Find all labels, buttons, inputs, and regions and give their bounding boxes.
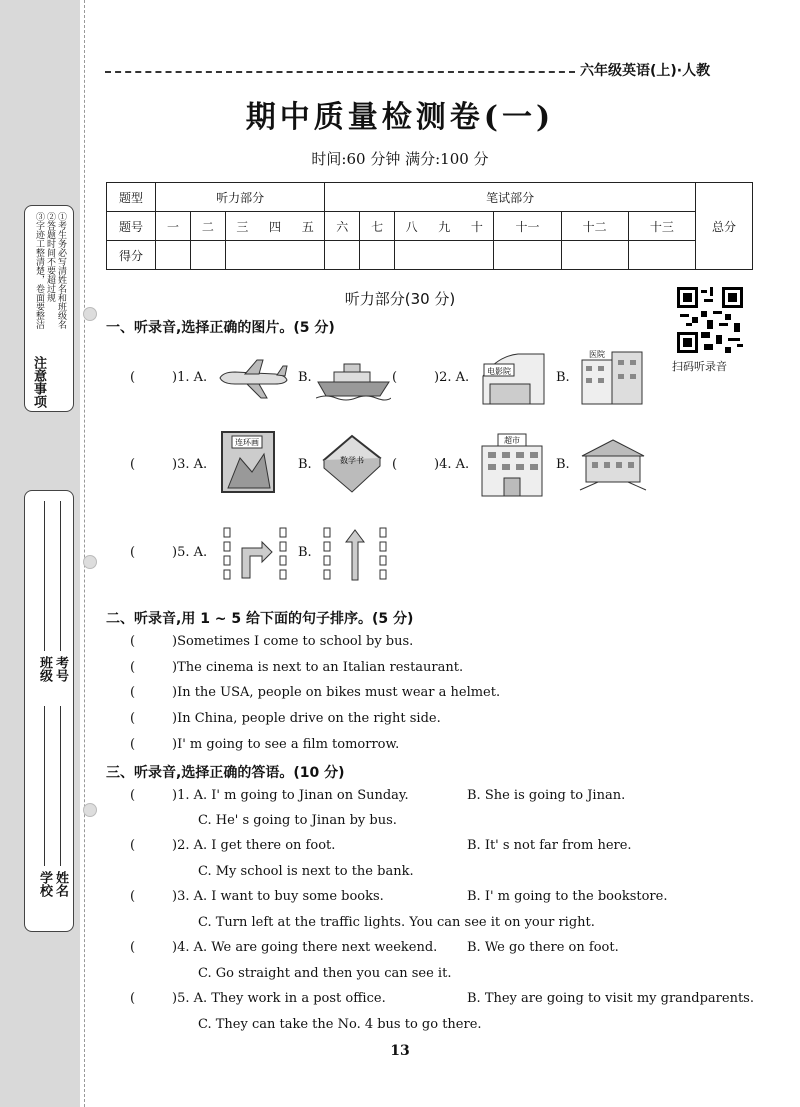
note-1: ①考生务必写清姓名和班级名 [56,212,66,329]
option-b: B. They are going to visit my grandparents. [467,991,754,1006]
q-number: 四 [259,212,291,241]
option-b: B. We go there on foot. [467,940,619,955]
sentence: )I' m going to see a film tomorrow. [172,737,400,752]
answer-paren-open[interactable]: ( [392,457,398,472]
class-field-line[interactable] [44,501,45,651]
exam-number-field-label: 考号 [53,656,68,682]
section3-heading: 三、听录音,选择正确的答语。(10 分) [106,765,345,781]
sentence: )In the USA, people on bikes must wear a helmet. [172,685,501,700]
q-number: 五 [291,212,325,241]
q-number: 七 [360,212,395,241]
turn-right-sign-icon[interactable] [222,526,290,584]
sentence: )In China, people drive on the right side. [172,711,441,726]
option-c: C. They can take the No. 4 bus to go there. [198,1017,482,1032]
binding-hole [83,803,97,817]
q-number: 一 [156,212,191,241]
q-number: 三 [225,212,259,241]
cinema-building-icon[interactable] [478,346,550,406]
score-input[interactable] [628,241,695,270]
q-number: 六 [325,212,360,241]
option-c: C. My school is next to the bank. [198,864,414,879]
ship-icon[interactable] [316,356,391,402]
score-input[interactable] [360,241,395,270]
score-table [106,182,753,270]
answer-paren-open[interactable]: ( [130,711,136,726]
math-book-icon[interactable] [318,430,384,494]
page-title: 期中质量检测卷(一) [245,100,555,135]
option-c: C. He' s going to Jinan by bus. [198,813,397,828]
name-field-line[interactable] [60,706,61,866]
answer-paren-open[interactable]: ( [130,788,136,803]
comic-book-icon[interactable] [218,428,282,496]
section1-heading: 一、听录音,选择正确的图片。(5 分) [106,320,335,336]
score-input[interactable] [190,241,225,270]
q-number: 九 [428,212,460,241]
score-input[interactable] [561,241,628,270]
student-info-box [24,490,74,932]
q-number: 十一 [494,212,561,241]
listening-title: 听力部分(30 分) [344,290,456,308]
option-a: )3. A. I want to buy some books. [172,889,384,904]
answer-paren-open[interactable]: ( [130,991,136,1006]
name-field-label: 姓名 [53,871,68,897]
school-building-icon[interactable] [578,434,648,492]
question-number: )2. A. [434,370,470,385]
exam-number-field-line[interactable] [60,501,61,651]
qr-code-icon[interactable] [677,287,743,353]
note-3: ③字迹工整清楚，卷面要整洁 [34,212,44,329]
page-number: 13 [390,1043,410,1059]
header-dash-line [105,71,575,73]
class-field-label: 班级 [37,656,52,682]
option-c: C. Turn left at the traffic lights. You can see it on your right. [198,915,595,930]
option-b-label: B. [298,457,312,472]
question-number: )4. A. [434,457,470,472]
score-input[interactable] [395,241,494,270]
notes-label: 注意事项 [31,356,46,408]
binding-hole [83,307,97,321]
answer-paren-open[interactable]: ( [130,737,136,752]
sentence: )The cinema is next to an Italian restaurant. [172,660,464,675]
option-b-label: B. [298,545,312,560]
comic-book-title: 连环画 [235,438,259,447]
cinema-sign: 电影院 [487,367,511,376]
answer-paren-open[interactable]: ( [130,660,136,675]
question-number: )3. A. [172,457,208,472]
option-b: B. I' m going to the bookstore. [467,889,668,904]
option-b-label: B. [556,370,570,385]
row-header-score: 得分 [107,241,156,270]
supermarket-building-icon[interactable] [478,432,548,498]
binding-hole [83,555,97,569]
listening-part-cell: 听力部分 [156,183,325,212]
answer-paren-open[interactable]: ( [130,838,136,853]
supermarket-sign: 超市 [504,436,520,445]
hospital-building-icon[interactable] [578,346,646,406]
row-header-type: 题型 [107,183,156,212]
answer-paren-open[interactable]: ( [130,370,136,385]
answer-paren-open[interactable]: ( [130,545,136,560]
answer-paren-open[interactable]: ( [130,634,136,649]
qr-caption: 扫码听录音 [672,360,727,373]
q-number: 八 [395,212,429,241]
q-number: 十 [460,212,494,241]
row-header-number: 题号 [107,212,156,241]
option-b: B. It' s not far from here. [467,838,632,853]
math-book-title: 数学书 [340,456,364,465]
go-straight-sign-icon[interactable] [322,526,390,584]
question-number: )5. A. [172,545,208,560]
option-c: C. Go straight and then you can see it. [198,966,452,981]
answer-paren-open[interactable]: ( [130,889,136,904]
note-2: ②答题时间不要超过规 [45,212,55,302]
airplane-icon[interactable] [215,356,290,402]
option-a: )1. A. I' m going to Jinan on Sunday. [172,788,409,803]
series-label: 六年级英语(上)·人教 [580,63,711,79]
option-b-label: B. [556,457,570,472]
option-a: )5. A. They work in a post office. [172,991,386,1006]
option-b: B. She is going to Jinan. [467,788,626,803]
answer-paren-open[interactable]: ( [130,457,136,472]
sentence: )Sometimes I come to school by bus. [172,634,414,649]
score-input[interactable] [225,241,324,270]
school-field-label: 学校 [37,871,52,897]
answer-paren-open[interactable]: ( [392,370,398,385]
q-number: 二 [190,212,225,241]
question-number: )1. A. [172,370,208,385]
writing-part-cell: 笔试部分 [325,183,696,212]
option-b-label: B. [298,370,312,385]
q-number: 十三 [628,212,695,241]
total-cell: 总分 [696,183,753,270]
score-input[interactable] [325,241,360,270]
q-number: 十二 [561,212,628,241]
answer-paren-open[interactable]: ( [130,940,136,955]
time-score-line: 时间:60 分钟 满分:100 分 [311,150,489,168]
score-input[interactable] [156,241,191,270]
option-a: )2. A. I get there on foot. [172,838,336,853]
section2-heading: 二、听录音,用 1 ~ 5 给下面的句子排序。(5 分) [106,611,414,627]
option-a: )4. A. We are going there next weekend. [172,940,438,955]
hospital-sign: 医院 [589,350,605,359]
school-field-line[interactable] [44,706,45,866]
score-input[interactable] [494,241,561,270]
answer-paren-open[interactable]: ( [130,685,136,700]
